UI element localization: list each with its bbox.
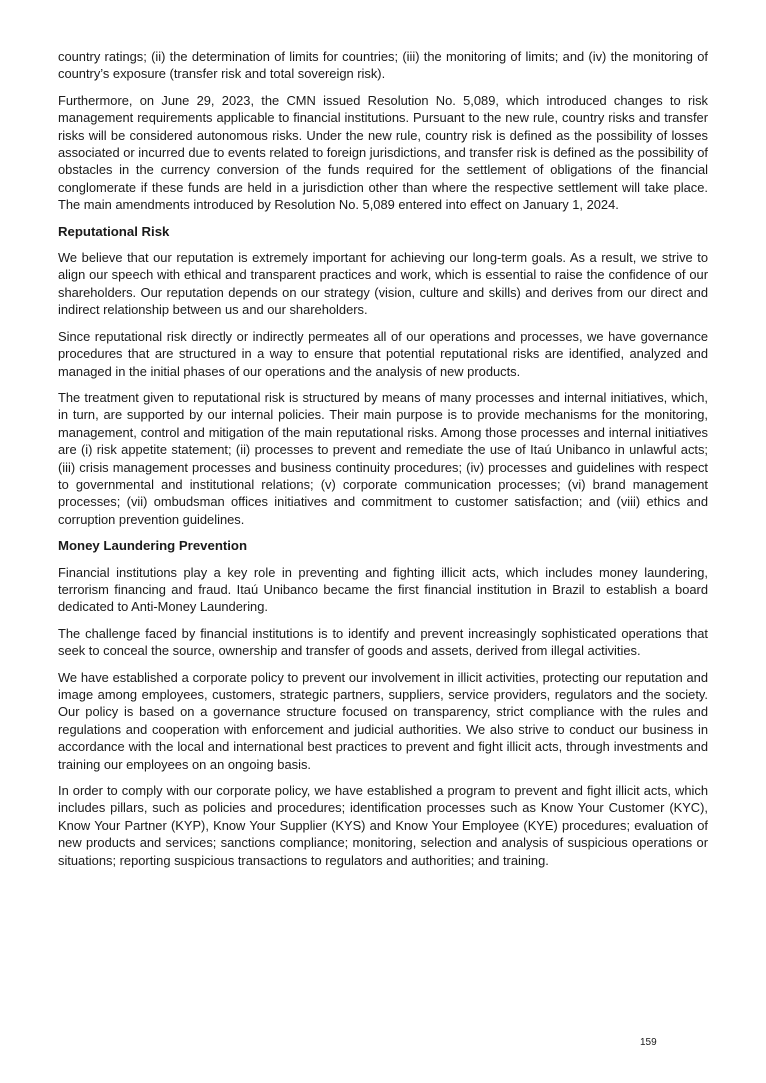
heading-reputational-risk: Reputational Risk xyxy=(58,223,170,239)
paragraph-corporate-policy: We have established a corporate policy to prevent our involvement in illicit activities, protecting our reputation and image among employees, customers, strategic partners, suppliers, service providers, regulators and the society. Our policy is based on a governance structure focused on transparency, strict compliance with the rules and regulations and cooperation with enforcement and judicial authorities. We also strive to conduct our business in accordance with the local and international best practices to prevent and fight illicit acts, through investments and training our employees on an ongoing basis. xyxy=(58,669,708,772)
page-number: 159 xyxy=(640,1037,657,1048)
paragraph-country-ratings: country ratings; (ii) the determination of limits for countries; (iii) the monitoring of limits; and (iv) the monitoring of country’s exposure (transfer risk and total sovereign risk). xyxy=(58,49,708,82)
paragraph-resolution-5089: Furthermore, on June 29, 2023, the CMN issued Resolution No. 5,089, which introduced changes to risk management requirements applicable to financial institutions. Pursuant to the new rule, country risks and transfer risks will be considered autonomous risks. Under the new rule, country risk is defined as the possibility of losses associated or incurred due to events related to foreign jurisdictions, and transfer risk is defined as the possibility of obstacles in the currency conversion of the funds required for the settlement of obligations of the financial conglomerate if these funds are held in a jurisdiction other than where the respective settlement will take place. The main amendments introduced by Resolution No. 5,089 entered into effect on January 1, 2024. xyxy=(58,92,708,213)
heading-money-laundering-prevention: Money Laundering Prevention xyxy=(58,538,248,554)
paragraph-reputation-importance: We believe that our reputation is extremely important for achieving our long-term goals. As a result, we strive to align our speech with ethical and transparent practices and work, which is essential to raise the confidence of our shareholders. Our reputation depends on our strategy (vision, culture and skills) and derives from our direct and indirect relationship between us and our shareholders. xyxy=(58,250,708,318)
paragraph-reputation-treatment: The treatment given to reputational risk is structured by means of many processes and internal initiatives, which, in turn, are supported by our internal policies. Their main purpose is to provide mechanisms for the monitoring, management, control and mitigation of the main reputational risks. Among those processes and internal initiatives are (i) risk appetite statement; (ii) processes to prevent and remediate the use of Itaú Unibanco in unlawful acts; (iii) crisis management processes and business continuity procedures; (iv) processes and guidelines with respect to governmental and institutional relations; (v) corporate communication processes; (vi) brand management processes; (vii) ombudsman offices initiatives and commitment to customer satisfaction; and (viii) ethics and corruption prevention guidelines. xyxy=(58,389,708,527)
document-page xyxy=(58,48,708,878)
paragraph-challenge: The challenge faced by financial institutions is to identify and prevent increasingly sophisticated operations that seek to conceal the source, ownership and transfer of goods and assets, derived from illegal activities. xyxy=(58,625,708,659)
paragraph-program: In order to comply with our corporate policy, we have established a program to prevent and fight illicit acts, which includes pillars, such as policies and procedures; identification processes such as Know Your Customer (KYC), Know Your Partner (KYP), Know Your Supplier (KYS) and Know Your Employee (KYE) procedures; evaluation of new products and services; sanctions compliance; monitoring, selection and analysis of suspicious operations or situations; reporting suspicious transactions to regulators and authorities; and training. xyxy=(58,783,708,868)
paragraph-financial-institutions-role: Financial institutions play a key role in preventing and fighting illicit acts, which includes money laundering, terrorism financing and fraud. Itaú Unibanco became the first financial institution in Brazil to establish a board dedicated to Anti-Money Laundering. xyxy=(58,564,708,615)
paragraph-reputation-governance: Since reputational risk directly or indirectly permeates all of our operations and processes, we have governance procedures that are structured in a way to ensure that potential reputational risks are identified, analyzed and managed in the initial phases of our operations and the analysis of new products. xyxy=(58,328,708,379)
